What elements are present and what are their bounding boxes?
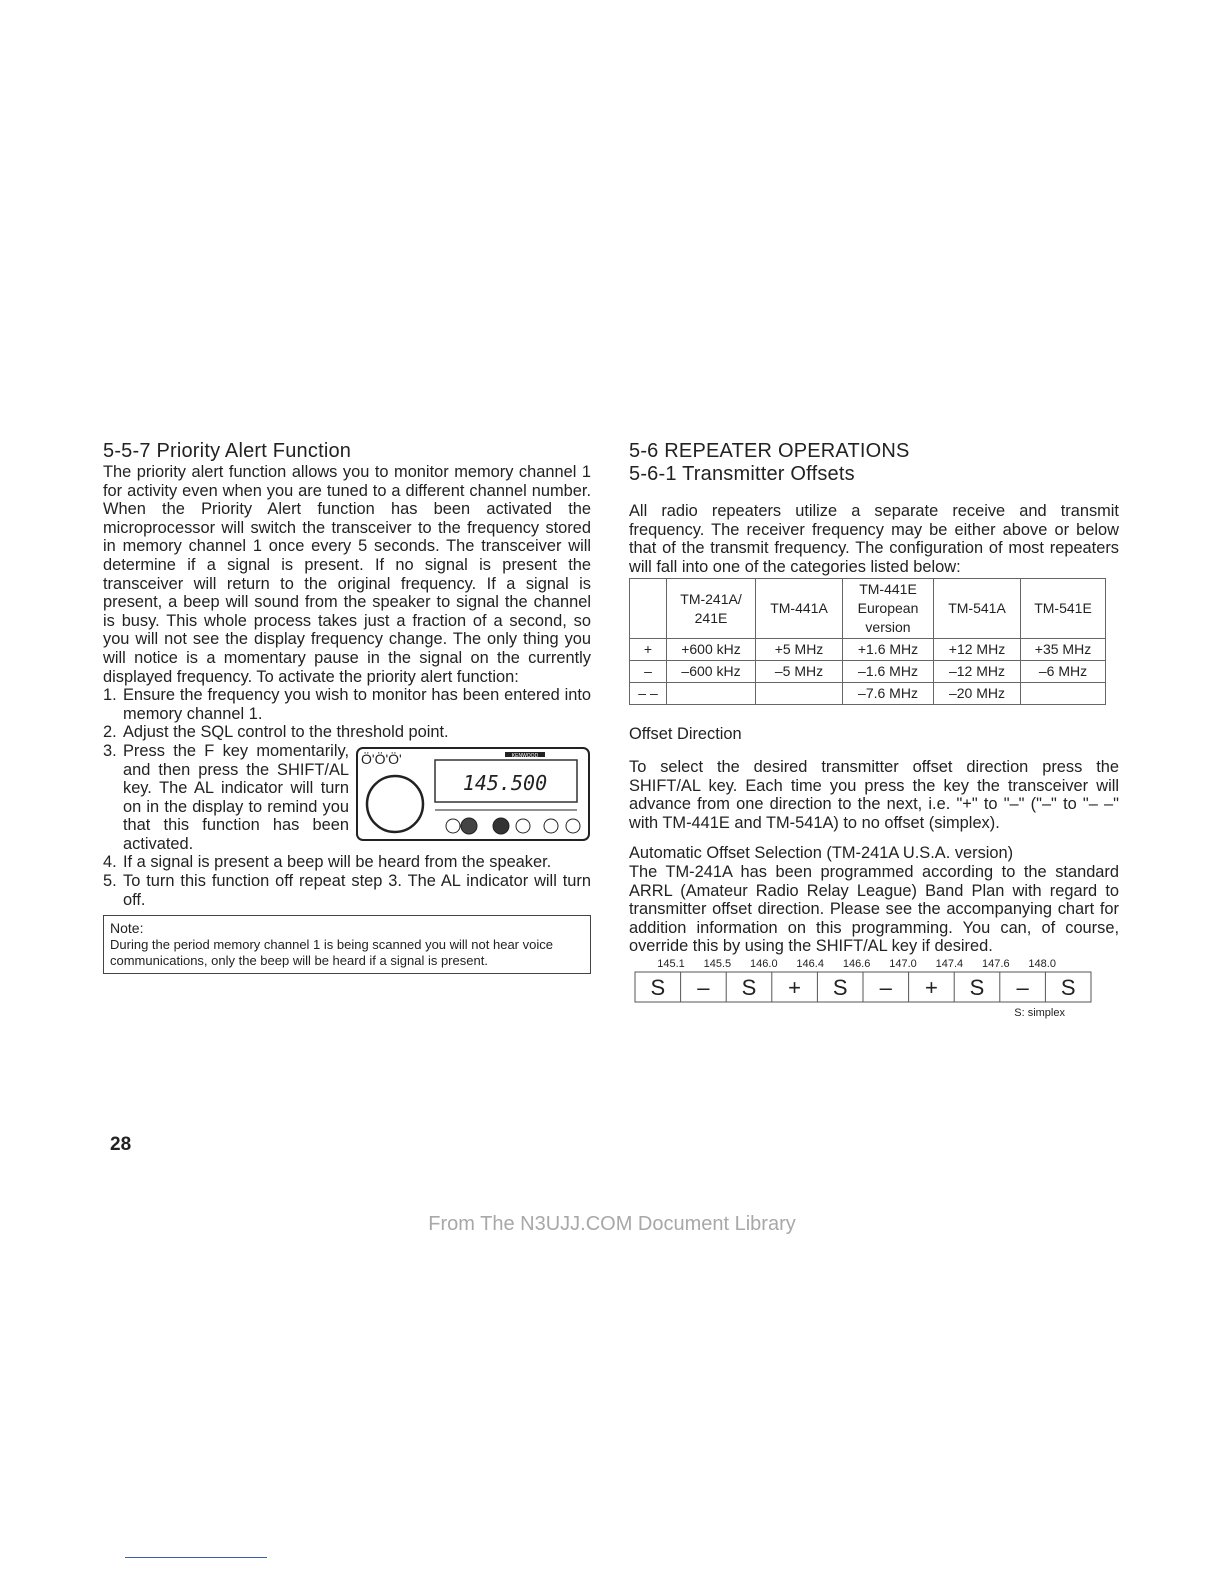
note-text: During the period memory channel 1 is being scanned you will not hear voice communications, only the beep will be heard if a signal is present. <box>110 937 553 969</box>
page-number: 28 <box>110 1134 132 1155</box>
priority-alert-intro: The priority alert function allows you to monitor memory channel 1 for activity even when you are tuned to a different channel number. When the Priority Alert function has been activated the microprocessor will switch the transceiver to the frequency stored in memory channel 1 once every 5 seconds. The transceiver will determine if a signal is present. If no signal is present the transceiver will return to the original frequency. If a signal is present, a beep will sound from the speaker to signal the channel is busy. This whole process takes just a fraction of a second, so you will not see the display frequency change. The only thing you will notice is a momentary pause in the signal on the currently displayed frequency. To activate the priority alert function: <box>103 463 591 686</box>
bottom-rule <box>125 1557 267 1558</box>
band-segment-label: S <box>832 974 848 1000</box>
band-segment-label: + <box>924 974 938 1000</box>
band-segment-label: + <box>788 974 802 1000</box>
band-freq-label: 148.0 <box>1028 957 1056 970</box>
footer-library-credit: From The N3UJJ.COM Document Library <box>428 1213 796 1235</box>
band-segment-label: S <box>741 974 757 1000</box>
band-freq-label: 146.4 <box>796 957 824 970</box>
offsets-intro: All radio repeaters utilize a separate receive and transmit frequency. The receiver frequency may be either above or below that of the transmit frequency. The configuration of most repeaters will fall into one of the categories listed below: <box>629 502 1119 576</box>
note-box <box>103 915 591 974</box>
band-segment-label: S <box>1060 974 1076 1000</box>
band-freq-label: 146.0 <box>750 957 778 970</box>
radio-front-panel-illustration <box>355 746 591 842</box>
section-heading-priority-alert: 5-5-7 Priority Alert Function <box>103 440 352 462</box>
step-5: 5. To turn this function off repeat step 3. The AL indicator will turn off. <box>103 872 591 909</box>
offset-direction-title: Offset Direction <box>629 725 742 744</box>
priority-alert-steps <box>103 686 591 909</box>
table-row: + +600 kHz +5 MHz +1.6 MHz +12 MHz +35 MHz <box>630 639 1106 661</box>
band-segment-label: – <box>1016 974 1029 1000</box>
subsection-heading-offsets: 5-6-1 Transmitter Offsets <box>629 463 855 485</box>
step-3: KENWOOD Ö'Ö'Ö' 145.500 3. Press the F key momentarily, and then press the SHIFT/AL key. The AL indicator will turn on in the display to remind you that this function has been activated. <box>103 742 591 854</box>
radio-knob-glyphs: Ö'Ö'Ö' <box>361 750 402 767</box>
band-plan-caption: S: simplex <box>1014 1006 1065 1019</box>
band-plan-chart <box>629 956 1099 1020</box>
step-2: 2. Adjust the SQL control to the threshold point. <box>103 723 449 742</box>
band-segment-label: – <box>879 974 892 1000</box>
band-freq-label: 147.4 <box>935 957 964 970</box>
table-row: – – –7.6 MHz –20 MHz <box>630 683 1106 705</box>
radio-display: 145.500 <box>462 770 548 795</box>
band-freq-label: 145.1 <box>657 957 685 970</box>
auto-offset-text: The TM-241A has been programmed according to the standard ARRL (Amateur Radio Relay League) Band Plan with regard to transmitter offset direction. Please see the accompanying chart for addition information on this programming. You can, of course, override this by using the SHIFT/AL key if desired. <box>629 862 1119 956</box>
step-4: 4. If a signal is present a beep will be heard from the speaker. <box>103 853 552 872</box>
right-column <box>629 440 1119 1020</box>
table-row: – –600 kHz –5 MHz –1.6 MHz –12 MHz –6 MHz <box>630 661 1106 683</box>
band-freq-label: 147.6 <box>982 957 1010 970</box>
band-segment-label: – <box>697 974 710 1000</box>
radio-brand: KENWOOD <box>511 752 539 759</box>
band-segment-label: S <box>650 974 666 1000</box>
step-1: 1. Ensure the frequency you wish to monitor has been entered into memory channel 1. <box>103 686 591 723</box>
band-freq-label: 146.6 <box>842 957 871 970</box>
note-label: Note: <box>110 920 144 937</box>
band-freq-label: 145.5 <box>703 957 732 970</box>
offset-direction-text: To select the desired transmitter offset direction press the SHIFT/AL key. Each time you press the key the transceiver will advance from one direction to the next, i.e. "+" to "–" ("–" to "– –" with TM-441E and TM-541A) to no offset (simplex). <box>629 757 1119 832</box>
band-segment-label: S <box>969 974 985 1000</box>
band-freq-label: 147.0 <box>889 957 917 970</box>
left-column <box>103 440 591 974</box>
section-heading-repeater: 5-6 REPEATER OPERATIONS <box>629 440 910 462</box>
offsets-table <box>629 578 1106 705</box>
auto-offset-title: Automatic Offset Selection (TM-241A U.S.A. version) <box>629 844 1014 863</box>
table-header-row: TM-241A/ 241E TM-441A TM-441E European version TM-541A TM-541E <box>630 579 1106 639</box>
